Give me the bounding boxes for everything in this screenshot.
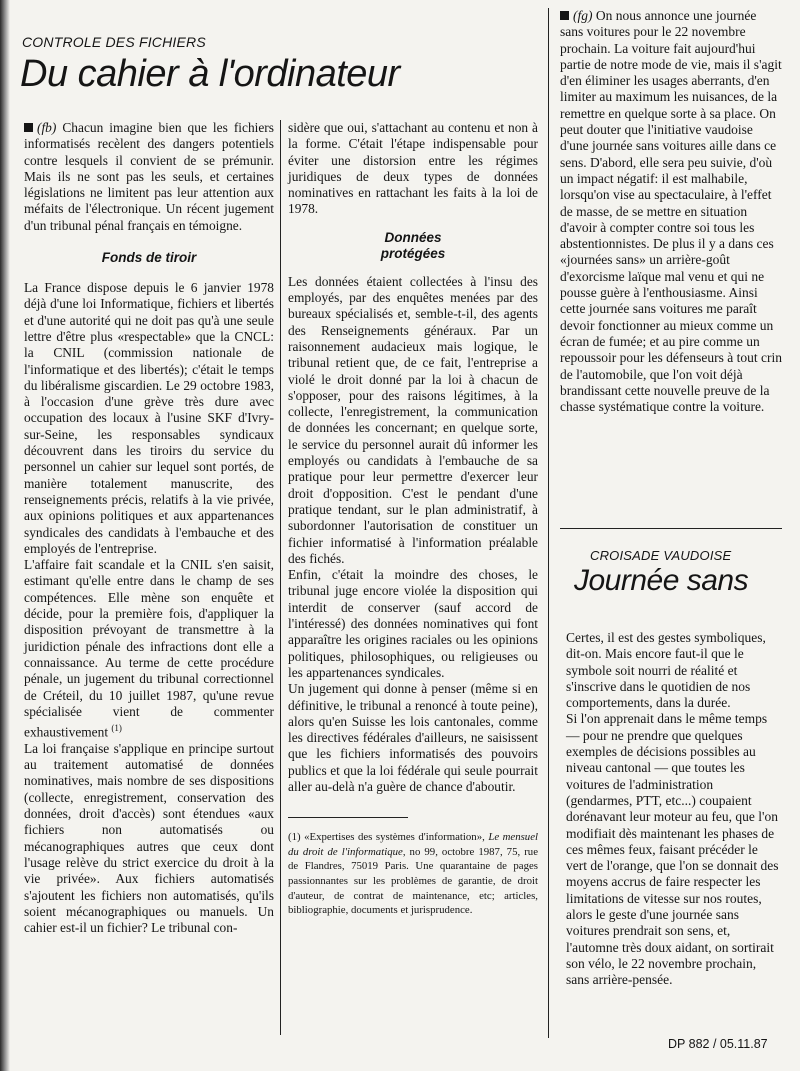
subhead-fonds-de-tiroir: Fonds de tiroir: [101, 250, 197, 266]
body-paragraph: Enfin, c'était la moindre des choses, le tribunal juge encore violée la disposition qui interdit de conserver (sauf accord de l'intéressé) des données nominatives qui font apparaître les origines raciales ou les opinions politiques, philosophiques, ou religieuses ou les appartenances syndicales.: [288, 567, 538, 680]
article-headline: Journée sans: [574, 564, 749, 597]
author-initials: (fb): [37, 120, 57, 135]
body-paragraph: Les données étaient collectées à l'insu des employés, par des enquêtes menées par des bureaux spécialisés et, semble-t-il, des agents des Renseignements généraux. Par un raisonnement audacieux mais logique, le tribunal retient que, de ce fait, l'entreprise a violé le droit donné par la loi à chacun de s'opposer, pour des raisons légitimes, à la collecte, l'enregistrement, la communication de données les concernant; en quelque sorte, le service du personnel aurait dû informer les employés ou candidats à l'embauche de sa pratique pour leur permettre d'exercer leur droit d'opposition. C'est le pendant d'une pratique tendant, sur le plan administratif, à subordonner l'autorisation de constituer un fichier informatisé à l'information préalable des fichés.: [288, 273, 538, 566]
column-rule: [280, 120, 281, 1035]
body-paragraph: Certes, il est des gestes symboliques, dit-on. Mais encore faut-il que le symbole soit nourri de réalité et s'inscrive dans le quotidien de nos comportements, dans la durée.: [566, 630, 766, 711]
article-kicker: CONTROLE DES FICHIERS: [22, 34, 206, 50]
article-column-3: [560, 8, 782, 415]
body-paragraph: La France dispose depuis le 6 janvier 1978 déjà d'une loi Informatique, fichiers et libertés et d'une autorité qui ne doit pas qu'à une seule lettre d'être plus «respectable» que la CNCL: la CNIL (commission nationale de l'informatique et des libertés); c'était le temps du libéralisme giscardien. Le 29 octobre 1983, à l'occasion d'une grève très dure avec occupation des locaux à l'usine SKF d'Ivry-sur-Seine, les responsables syndicaux découvrent dans les tiroirs du service du personnel un cahier sur lequel sont portés, de manière totalement manuscrite, des renseignements précis, relatifs à la vie privée, aux opinions politiques et aux appartenances syndicales des candidats à l'embauche et des employés de l'entreprise.: [24, 280, 274, 556]
article-column-1: [24, 120, 274, 936]
footnote: (1) «Expertises des systèmes d'information», Le mensuel du droit de l'informatique, no 99, octobre 1987, 75, rue de Flandres, 75019 Paris. Une quarantaine de pages passionnantes sur les problèmes de garantie, de droit d'auteur, de contrat de maintenance, etc; articles, bibliographie, documents et jurisprudence.: [288, 831, 539, 917]
section-rule: [560, 528, 782, 529]
article-column-3-bottom: [566, 630, 780, 989]
body-paragraph: (fg) On nous annonce une journée sans voitures pour le 22 novembre prochain. La voiture fait aujourd'hui partie de notre mode de vie, mais il s'agit d'en éliminer les usages aberrants, d'en limiter au maximum les nuisances, de la remettre en quelque sorte à sa place. On peut douter que l'initiative vaudoise d'une journée sans voitures aille dans ce sens. D'abord, elle sera peu suivie, d'où un impact négatif: il est malhabile, lorsqu'on vise au spectaculaire, à l'effet de masse, de se mettre en situation d'avoir à compter contre soi tous les abstentionnistes. De plus il y a dans ces «journées sans» un arrière-goût d'exorcisme laïque mal venu et qui ne pousse guère à l'enthousiasme. Ainsi cette journée sans voitures me paraît devoir fonctionner au mieux comme un écran de fumée; et au pire comme un repoussoir pour les défenseurs à tout crin de l'automobile, que l'on voit déjà brandissant cette nouvelle preuve de la chasse systématique contre la voiture.: [560, 8, 782, 415]
bullet-icon: [560, 11, 569, 20]
footnote-reference: (1): [111, 723, 122, 734]
author-initials: (fg): [573, 8, 593, 23]
article-headline: Du cahier à l'ordinateur: [20, 53, 400, 95]
subhead-donnees-protegees: Données protégées: [380, 229, 446, 261]
footnote-rule: [288, 817, 408, 818]
article-kicker: CROISADE VAUDOISE: [590, 548, 732, 563]
body-paragraph: sidère que oui, s'attachant au contenu et non à la forme. C'était l'étape indispensable pour éviter une distorsion entre les régimes juridiques de deux types de données nominatives en rattachant les faits à la loi de 1978.: [288, 120, 538, 217]
page-binding-edge: [0, 0, 10, 1071]
column-rule: [548, 8, 549, 1038]
body-paragraph: Un jugement qui donne à penser (même si en définitive, le tribunal a renoncé à toute peine), alors qu'en Suisse les lois cantonales, comme les directives fédérales d'ailleurs, ne saisissent que les fichiers informatisés des pouvoirs publics et que la loi fédérale qui seule pourrait aller au-delà n'a guère de chance d'aboutir.: [288, 681, 538, 794]
body-paragraph: Si l'on apprenait dans le même temps — pour ne prendre que quelques exemples de décisions possibles au niveau cantonal — que toutes les voitures de l'administration (gendarmes, PTT, etc...) coupaient dorénavant leur moteur au feu, que l'on modifiait dès maintenant les phases de ces mêmes feux, faisant précéder le vert de l'orange, que l'on se donnait des moyens accrus de faire respecter les limitations de vitesse sur nos routes, alors le geste d'une journée sans voitures prendrait son sens, et, l'automne très doux aidant, on sortirait son vélo, le 22 novembre prochain, sans arrière-pensée.: [566, 711, 779, 988]
page-folio: DP 882 / 05.11.87: [668, 1037, 768, 1051]
body-paragraph: L'affaire fait scandale et la CNIL s'en saisit, estimant qu'elle entre dans le champ de ses compétences. Elle mène son enquête et décide, pour la première fois, d'appliquer la disposition prévoyant de transmettre à la juridiction pénale des infractions dont elle a connaissance. Au terme de cette procédure pénale, un jugement du tribunal correctionnel de Créteil, du 10 juillet 1987, qu'une revue spécialisée vient de commenter exhaustivement $^{(1)}$: [24, 557, 274, 740]
intro-paragraph: (fb) Chacun imagine bien que les fichiers informatisés recèlent des dangers potentiels contre lesquels il convient de se prémunir. Mais ils ne sont pas les seuls, et certaines législations ne limitent pas leur attention aux méfaits de l'électronique. Un récent jugement d'un tribunal pénal français en témoigne.: [24, 120, 274, 233]
body-paragraph: La loi française s'applique en principe surtout au traitement automatisé de données nominatives, mais nombre de ses dispositions (collecte, enregistrement, conservation des données, droit d'accès) sont étendues «aux fichiers non automatisés ou mécanographiques autres que ceux dont l'usage relève du strict exercice du droit à la vie privée». Aux fichiers automatisés s'ajoutent les fichiers non automatisés, qu'ils soient mécanographiques ou manuels. Un cahier est-il un fichier? Le tribunal con-: [24, 740, 274, 936]
bullet-icon: [24, 123, 33, 132]
article-column-2: [288, 120, 538, 918]
